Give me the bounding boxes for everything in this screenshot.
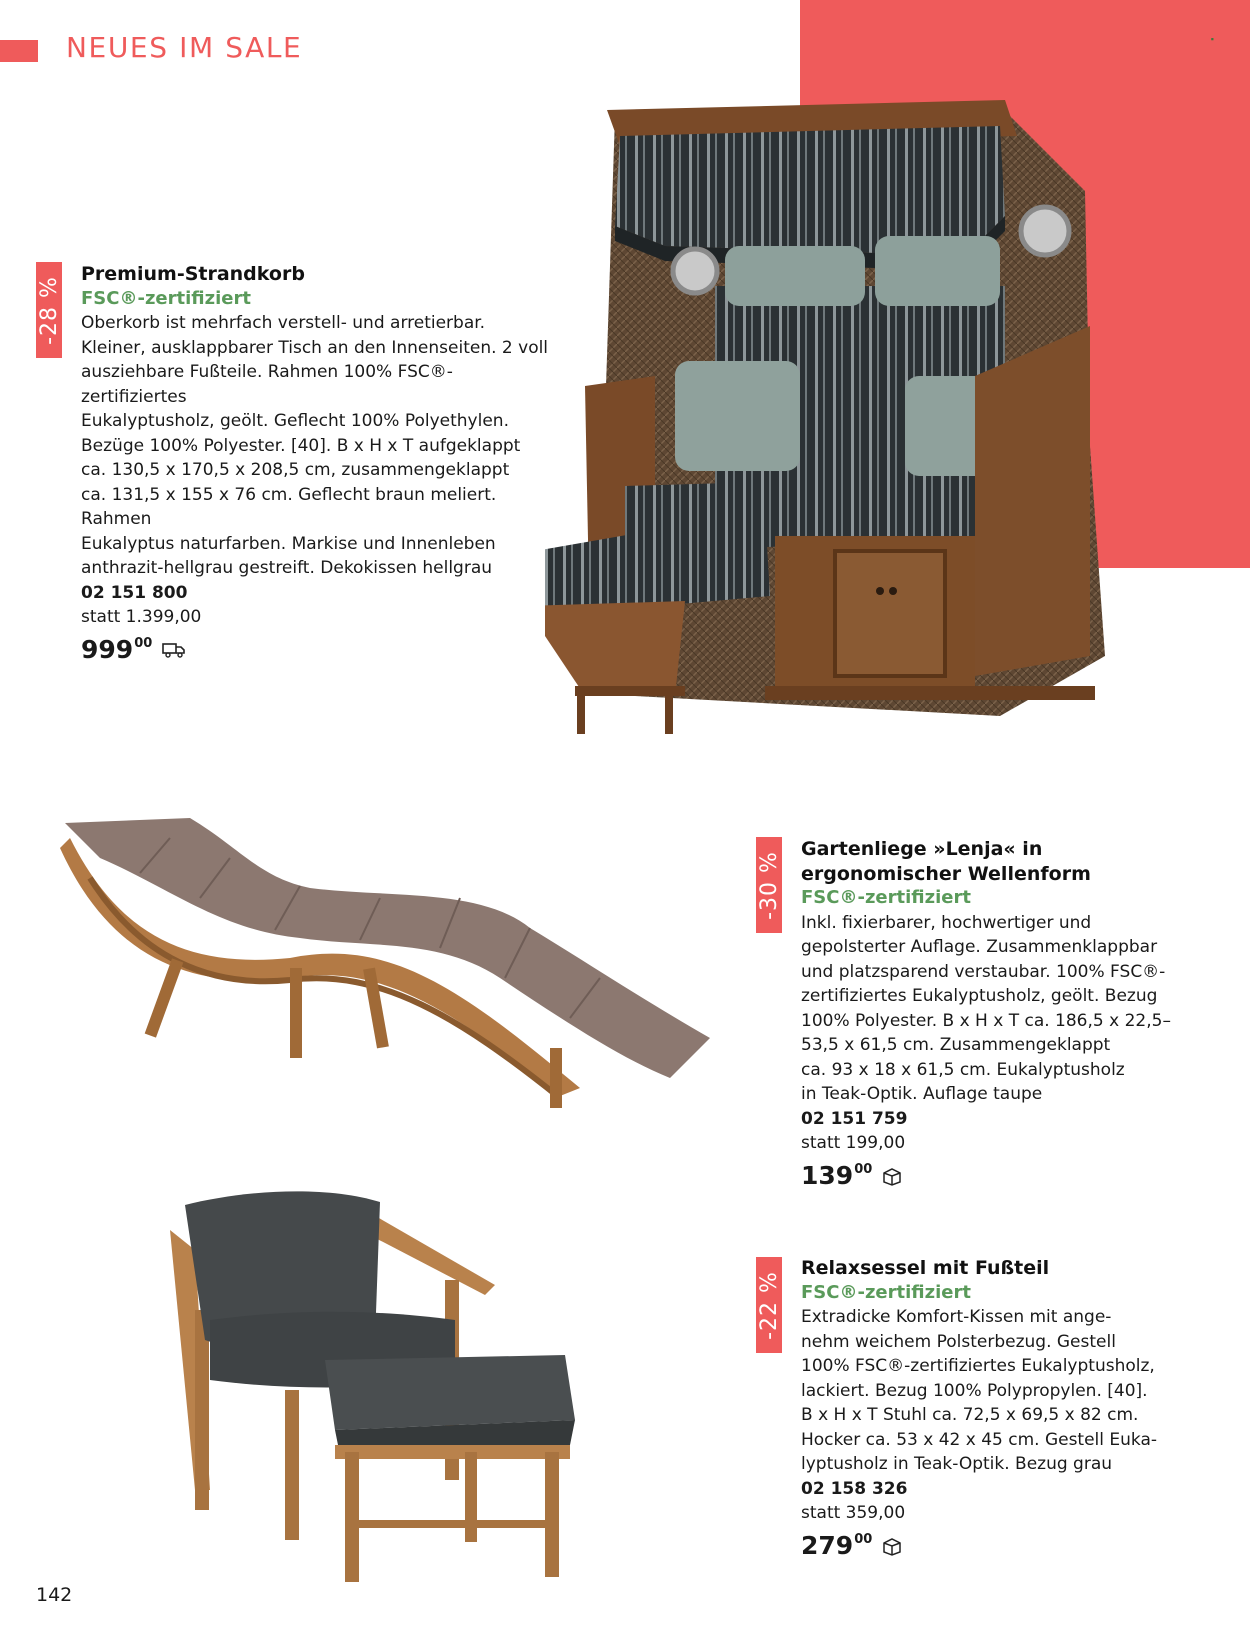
- description-line: in Teak-Optik. Auflage taupe: [801, 1084, 1043, 1104]
- discount-badge-text: -30 %: [756, 850, 782, 920]
- article-number: 02 151 800: [81, 582, 188, 603]
- description-line: Oberkorb ist mehrfach verstell- und arretierbar.: [81, 313, 486, 333]
- description-line: lyptusholz in Teak-Optik. Bezug grau: [801, 1454, 1113, 1474]
- description-line: nehm weichem Polsterbezug. Gestell: [801, 1331, 1116, 1352]
- description-line: und platzsparend verstaubar. 100% FSC®-: [801, 961, 1166, 982]
- fsc-label: FSC®-zertifiziert: [801, 1281, 971, 1303]
- description-line: B x H x T Stuhl ca. 72,5 x 69,5 x 82 cm.: [801, 1405, 1139, 1425]
- package-icon: [882, 1538, 902, 1560]
- old-price: statt 359,00: [801, 1503, 906, 1523]
- description-line: ausziehbare Fußteile. Rahmen 100% FSC®-zertifiziertes: [81, 362, 453, 407]
- description-line: Inkl. fixierbarer, hochwertiger und: [801, 912, 1092, 933]
- price-main: 999: [81, 634, 134, 664]
- description-line: zertifiziertes Eukalyptusholz, geölt. Bezug: [801, 986, 1158, 1006]
- description-line: Extradicke Komfort-Kissen mit ange-: [801, 1307, 1112, 1327]
- price: [801, 1162, 1181, 1190]
- discount-badge: [756, 1257, 782, 1353]
- description-line: Bezüge 100% Polyester. [40]. B x H x T aufgeklappt: [81, 435, 521, 456]
- gartenliege-image: [60, 818, 710, 1128]
- article-number: 02 158 326: [801, 1478, 908, 1499]
- product-title-line: Premium-Strandkorb: [81, 263, 305, 285]
- discount-badge-text: -22 %: [756, 1270, 782, 1340]
- description-line: ca. 130,5 x 170,5 x 208,5 cm, zusammengeklappt: [81, 460, 510, 480]
- discount-badge: [756, 837, 782, 933]
- product-title-line: Relaxsessel mit Fußteil: [801, 1257, 1050, 1279]
- price: [801, 1532, 1201, 1560]
- discount-badge-text: -28 %: [36, 275, 62, 345]
- article-number: 02 151 759: [801, 1108, 908, 1129]
- product-title: [81, 262, 551, 287]
- page-number: 142: [36, 1584, 73, 1606]
- fsc-label: FSC®-zertifiziert: [81, 287, 251, 309]
- price-cents: 00: [854, 1531, 873, 1547]
- package-icon: [882, 1168, 902, 1190]
- description-line: ca. 93 x 18 x 61,5 cm. Eukalyptusholz: [801, 1059, 1125, 1080]
- relaxsessel-image: [165, 1190, 615, 1585]
- product-relaxsessel: [801, 1256, 1201, 1560]
- product-title: [801, 837, 1181, 886]
- price-main: 279: [801, 1530, 854, 1560]
- description-line: 100% FSC®-zertifiziertes Eukalyptusholz,: [801, 1356, 1155, 1376]
- product-description: [801, 911, 1181, 1107]
- description-line: Hocker ca. 53 x 42 x 45 cm. Gestell Euka-: [801, 1429, 1158, 1450]
- product-description: [81, 311, 551, 581]
- price-cents: 00: [854, 1161, 873, 1177]
- description-line: gepolsterter Auflage. Zusammenklappbar: [801, 937, 1158, 957]
- description-line: Eukalyptus naturfarben. Markise und Innenleben: [81, 533, 496, 554]
- corner-mark-icon: ▪: [1210, 34, 1214, 44]
- strandkorb-image: [545, 96, 1140, 776]
- description-line: 100% Polyester. B x H x T ca. 186,5 x 22,5–: [801, 1010, 1171, 1031]
- product-strandkorb: [81, 262, 551, 664]
- fsc-label: FSC®-zertifiziert: [801, 887, 971, 908]
- page-title: NEUES IM SALE: [66, 31, 303, 64]
- header-accent-bar: [0, 40, 38, 62]
- price: [81, 636, 551, 664]
- price-cents: 00: [134, 635, 153, 651]
- old-price: statt 199,00: [801, 1133, 906, 1153]
- description-line: 53,5 x 61,5 cm. Zusammengeklappt: [801, 1035, 1111, 1055]
- product-title-line: ergonomischer Wellenform: [801, 862, 1091, 885]
- description-line: Eukalyptusholz, geölt. Geflecht 100% Polyethylen.: [81, 411, 509, 431]
- old-price: statt 1.399,00: [81, 607, 202, 627]
- product-description: [801, 1305, 1201, 1477]
- description-line: Kleiner, ausklappbarer Tisch an den Innenseiten. 2 voll: [81, 337, 549, 358]
- discount-badge: [36, 262, 62, 358]
- product-gartenliege: [801, 837, 1181, 1190]
- truck-icon: [162, 642, 186, 662]
- description-line: anthrazit-hellgrau gestreift. Dekokissen hellgrau: [81, 558, 493, 578]
- product-title-line: Gartenliege »Lenja« in: [801, 838, 1043, 860]
- product-title: [801, 1256, 1201, 1281]
- description-line: lackiert. Bezug 100% Polypropylen. [40].: [801, 1380, 1148, 1401]
- price-main: 139: [801, 1160, 854, 1190]
- description-line: ca. 131,5 x 155 x 76 cm. Geflecht braun meliert. Rahmen: [81, 484, 497, 529]
